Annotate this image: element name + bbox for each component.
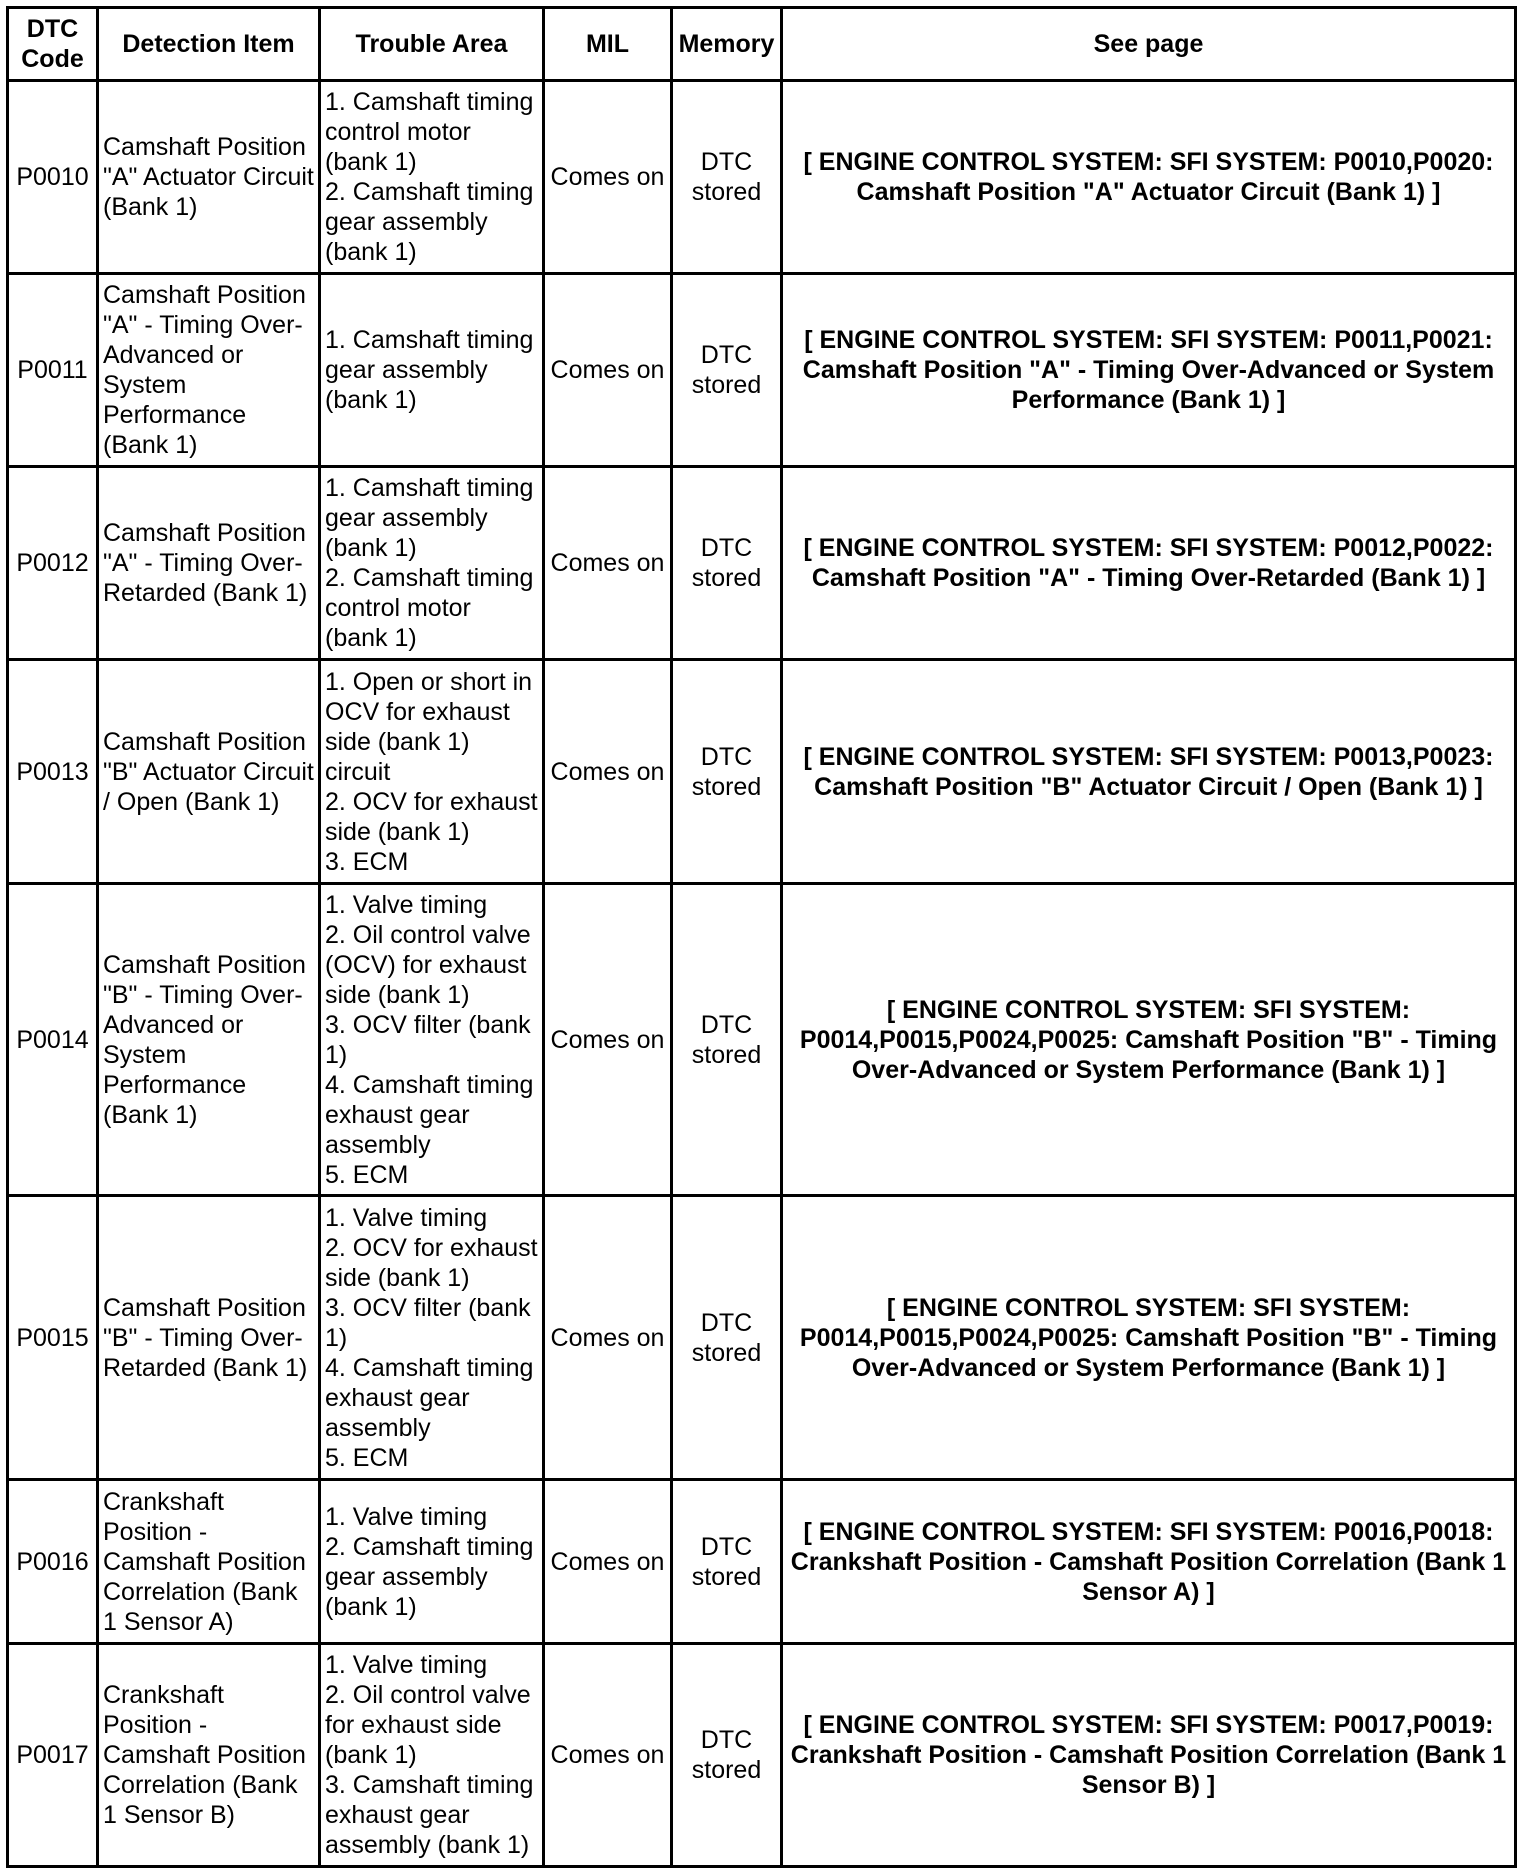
memory-status: DTC stored <box>672 1196 782 1480</box>
trouble-area: 1. Valve timing 2. Oil control valve for exhaust side (bank 1) 3. Camshaft timing exhaust gear assembly (bank 1) <box>320 1644 544 1867</box>
header-mil: MIL <box>544 8 672 81</box>
header-dtc-code: DTC Code <box>8 8 98 81</box>
dtc-table <box>6 6 1517 1868</box>
header-row <box>8 8 1516 81</box>
header-trouble-area: Trouble Area <box>320 8 544 81</box>
see-page-link[interactable]: [ ENGINE CONTROL SYSTEM: SFI SYSTEM: P0016,P0018: Crankshaft Position - Camshaft Position Correlation (Bank 1 Sensor A) ] <box>782 1480 1516 1644</box>
mil-status: Comes on <box>544 467 672 660</box>
table-row <box>8 660 1516 884</box>
dtc-code: P0014 <box>8 884 98 1196</box>
memory-status: DTC stored <box>672 467 782 660</box>
see-page-link[interactable]: [ ENGINE CONTROL SYSTEM: SFI SYSTEM: P0014,P0015,P0024,P0025: Camshaft Position "B" - Timing Over-Advanced or System Performance (Bank 1) ] <box>782 884 1516 1196</box>
see-page-link[interactable]: [ ENGINE CONTROL SYSTEM: SFI SYSTEM: P0017,P0019: Crankshaft Position - Camshaft Position Correlation (Bank 1 Sensor B) ] <box>782 1644 1516 1867</box>
mil-status: Comes on <box>544 884 672 1196</box>
table-row <box>8 1480 1516 1644</box>
table-row <box>8 884 1516 1196</box>
detection-item: Camshaft Position "B" Actuator Circuit / Open (Bank 1) <box>98 660 320 884</box>
detection-item: Crankshaft Position - Camshaft Position Correlation (Bank 1 Sensor B) <box>98 1644 320 1867</box>
table-row <box>8 1196 1516 1480</box>
dtc-code: P0017 <box>8 1644 98 1867</box>
memory-status: DTC stored <box>672 884 782 1196</box>
mil-status: Comes on <box>544 660 672 884</box>
see-page-link[interactable]: [ ENGINE CONTROL SYSTEM: SFI SYSTEM: P0014,P0015,P0024,P0025: Camshaft Position "B" - Timing Over-Advanced or System Performance (Bank 1) ] <box>782 1196 1516 1480</box>
see-page-link[interactable]: [ ENGINE CONTROL SYSTEM: SFI SYSTEM: P0011,P0021: Camshaft Position "A" - Timing Over-Advanced or System Performance (Bank 1) ] <box>782 274 1516 467</box>
table-row <box>8 467 1516 660</box>
detection-item: Camshaft Position "A" - Timing Over-Advanced or System Performance (Bank 1) <box>98 274 320 467</box>
detection-item: Camshaft Position "A" Actuator Circuit (Bank 1) <box>98 81 320 274</box>
header-see-page: See page <box>782 8 1516 81</box>
header-detection-item: Detection Item <box>98 8 320 81</box>
header-memory: Memory <box>672 8 782 81</box>
memory-status: DTC stored <box>672 81 782 274</box>
see-page-link[interactable]: [ ENGINE CONTROL SYSTEM: SFI SYSTEM: P0012,P0022: Camshaft Position "A" - Timing Over-Retarded (Bank 1) ] <box>782 467 1516 660</box>
detection-item: Camshaft Position "A" - Timing Over-Retarded (Bank 1) <box>98 467 320 660</box>
memory-status: DTC stored <box>672 274 782 467</box>
memory-status: DTC stored <box>672 1480 782 1644</box>
memory-status: DTC stored <box>672 1644 782 1867</box>
dtc-code: P0016 <box>8 1480 98 1644</box>
detection-item: Camshaft Position "B" - Timing Over-Advanced or System Performance (Bank 1) <box>98 884 320 1196</box>
trouble-area: 1. Camshaft timing gear assembly (bank 1) <box>320 274 544 467</box>
dtc-code: P0015 <box>8 1196 98 1480</box>
detection-item: Camshaft Position "B" - Timing Over-Retarded (Bank 1) <box>98 1196 320 1480</box>
trouble-area: 1. Valve timing 2. OCV for exhaust side (bank 1) 3. OCV filter (bank 1) 4. Camshaft timing exhaust gear assembly 5. ECM <box>320 1196 544 1480</box>
trouble-area: 1. Valve timing 2. Camshaft timing gear assembly (bank 1) <box>320 1480 544 1644</box>
dtc-table-sheet <box>6 6 1514 1858</box>
trouble-area: 1. Open or short in OCV for exhaust side (bank 1) circuit 2. OCV for exhaust side (bank 1) 3. ECM <box>320 660 544 884</box>
trouble-area: 1. Valve timing 2. Oil control valve (OCV) for exhaust side (bank 1) 3. OCV filter (bank 1) 4. Camshaft timing exhaust gear assembly 5. ECM <box>320 884 544 1196</box>
detection-item: Crankshaft Position - Camshaft Position Correlation (Bank 1 Sensor A) <box>98 1480 320 1644</box>
mil-status: Comes on <box>544 1644 672 1867</box>
dtc-code: P0012 <box>8 467 98 660</box>
table-row <box>8 1644 1516 1867</box>
see-page-link[interactable]: [ ENGINE CONTROL SYSTEM: SFI SYSTEM: P0010,P0020: Camshaft Position "A" Actuator Circuit (Bank 1) ] <box>782 81 1516 274</box>
dtc-code: P0013 <box>8 660 98 884</box>
mil-status: Comes on <box>544 1196 672 1480</box>
see-page-link[interactable]: [ ENGINE CONTROL SYSTEM: SFI SYSTEM: P0013,P0023: Camshaft Position "B" Actuator Circuit / Open (Bank 1) ] <box>782 660 1516 884</box>
mil-status: Comes on <box>544 274 672 467</box>
dtc-code: P0010 <box>8 81 98 274</box>
trouble-area: 1. Camshaft timing gear assembly (bank 1) 2. Camshaft timing control motor (bank 1) <box>320 467 544 660</box>
mil-status: Comes on <box>544 81 672 274</box>
dtc-code: P0011 <box>8 274 98 467</box>
table-row <box>8 81 1516 274</box>
mil-status: Comes on <box>544 1480 672 1644</box>
trouble-area: 1. Camshaft timing control motor (bank 1) 2. Camshaft timing gear assembly (bank 1) <box>320 81 544 274</box>
table-row <box>8 274 1516 467</box>
memory-status: DTC stored <box>672 660 782 884</box>
